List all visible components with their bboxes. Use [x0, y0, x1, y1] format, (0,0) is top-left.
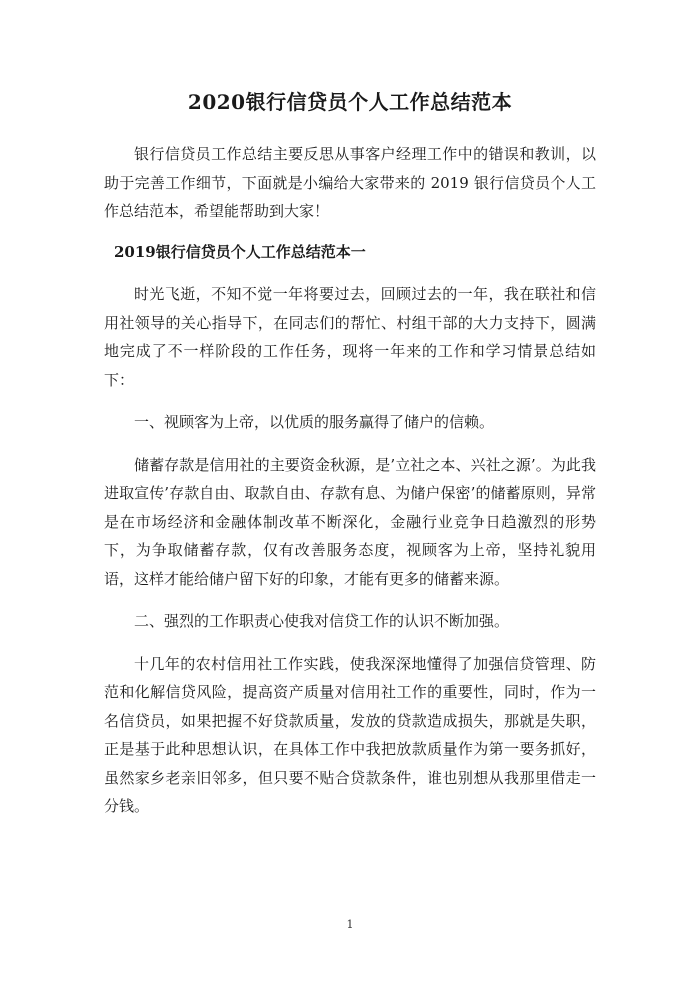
body-paragraph: 十几年的农村信用社工作实践，使我深深地懂得了加强信贷管理、防范和化解信贷风险，提高资产质量对信用社工作的重要性，同时，作为一名信贷员，如果把握不好贷款质量，发放的贷款造成损失，那就是失职，正是基于此种思想认识，在具体工作中我把放款质量作为第一要务抓好，虽然家乡老亲旧邻多，但只要不贴合贷款条件，谁也别想从我那里借走一分钱。 — [104, 654, 596, 815]
document-body — [104, 140, 596, 835]
section-subtitle: 2019银行信贷员个人工作总结范本一 — [114, 242, 366, 261]
page-number: 1 — [346, 918, 354, 931]
section-heading-1: 一、视顾客为上帝，以优质的服务赢得了储户的信赖。 — [134, 413, 495, 431]
document-title: 2020银行信贷员个人工作总结范本 — [187, 90, 513, 114]
intro-paragraph: 银行信贷员工作总结主要反思从事客户经理工作中的错误和教训，以助于完善工作细节，下面就是小编给大家带来的 2019 银行信贷员个人工作总结范本，希望能帮助到大家！ — [104, 145, 596, 220]
section-heading-2: 二、强烈的工作职责心使我对信贷工作的认识不断加强。 — [134, 612, 510, 630]
body-paragraph: 时光飞逝，不知不觉一年将要过去，回顾过去的一年，我在联社和信用社领导的关心指导下，在同志们的帮忙、村组干部的大力支持下，圆满地完成了不一样阶段的工作任务，现将一年来的工作和学习情景总结如下： — [104, 285, 596, 389]
body-paragraph: 储蓄存款是信用社的主要资金秋源，是’立社之本、兴社之源’。为此我进取宣传’存款自由、取款自由、存款有息、为储户保密’的储蓄原则，异常是在市场经济和金融体制改革不断深化，金融行业竞争日趋激烈的形势下，为争取储蓄存款，仅有改善服务态度，视顾客为上帝，坚持礼貌用语，这样才能给储户留下好的印象，才能有更多的储蓄来源。 — [104, 455, 596, 588]
